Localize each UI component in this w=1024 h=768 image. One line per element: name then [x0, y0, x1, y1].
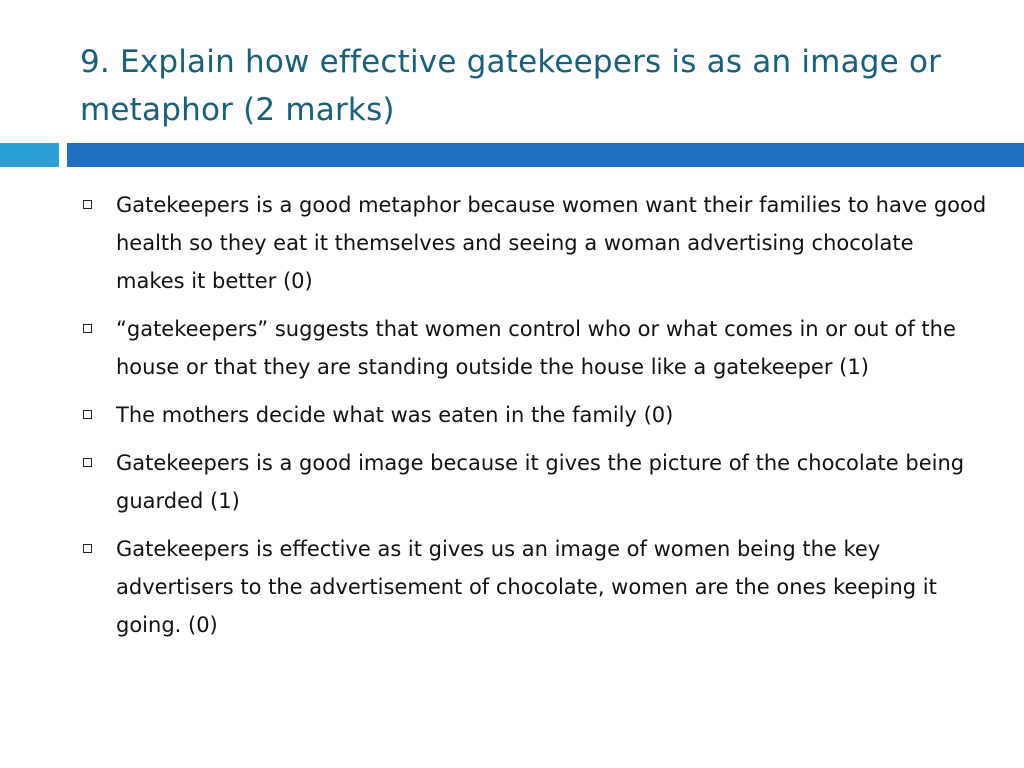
bullet-item [78, 530, 988, 644]
bullet-text: Gatekeepers is a good image because it gives the picture of the chocolate being guarded (1) [116, 451, 965, 513]
bullet-text: Gatekeepers is effective as it gives us an image of women being the key advertisers to the advertisement of chocolate, women are the ones keeping it going. (0) [116, 537, 937, 637]
square-bullet-icon [83, 544, 92, 553]
bullet-item [78, 186, 988, 300]
square-bullet-icon [83, 200, 92, 209]
slide-title: 9. Explain how effective gatekeepers is as an image or metaphor (2 marks) [80, 44, 942, 128]
bullet-item [78, 444, 988, 520]
bullet-text: “gatekeepers” suggests that women control who or what comes in or out of the house or that they are standing outside the house like a gatekeeper (1) [116, 317, 956, 379]
square-bullet-icon [83, 324, 92, 333]
square-bullet-icon [83, 458, 92, 467]
square-bullet-icon [83, 410, 92, 419]
bullet-item [78, 310, 988, 386]
bullet-list [78, 186, 988, 654]
bullet-text: The mothers decide what was eaten in the family (0) [116, 403, 674, 427]
bullet-text: Gatekeepers is a good metaphor because women want their families to have good health so they eat it themselves and seeing a woman advertising chocolate makes it better (0) [116, 193, 987, 293]
accent-bar-right [67, 143, 1024, 167]
accent-bar-left [0, 143, 59, 167]
bullet-item [78, 396, 988, 434]
